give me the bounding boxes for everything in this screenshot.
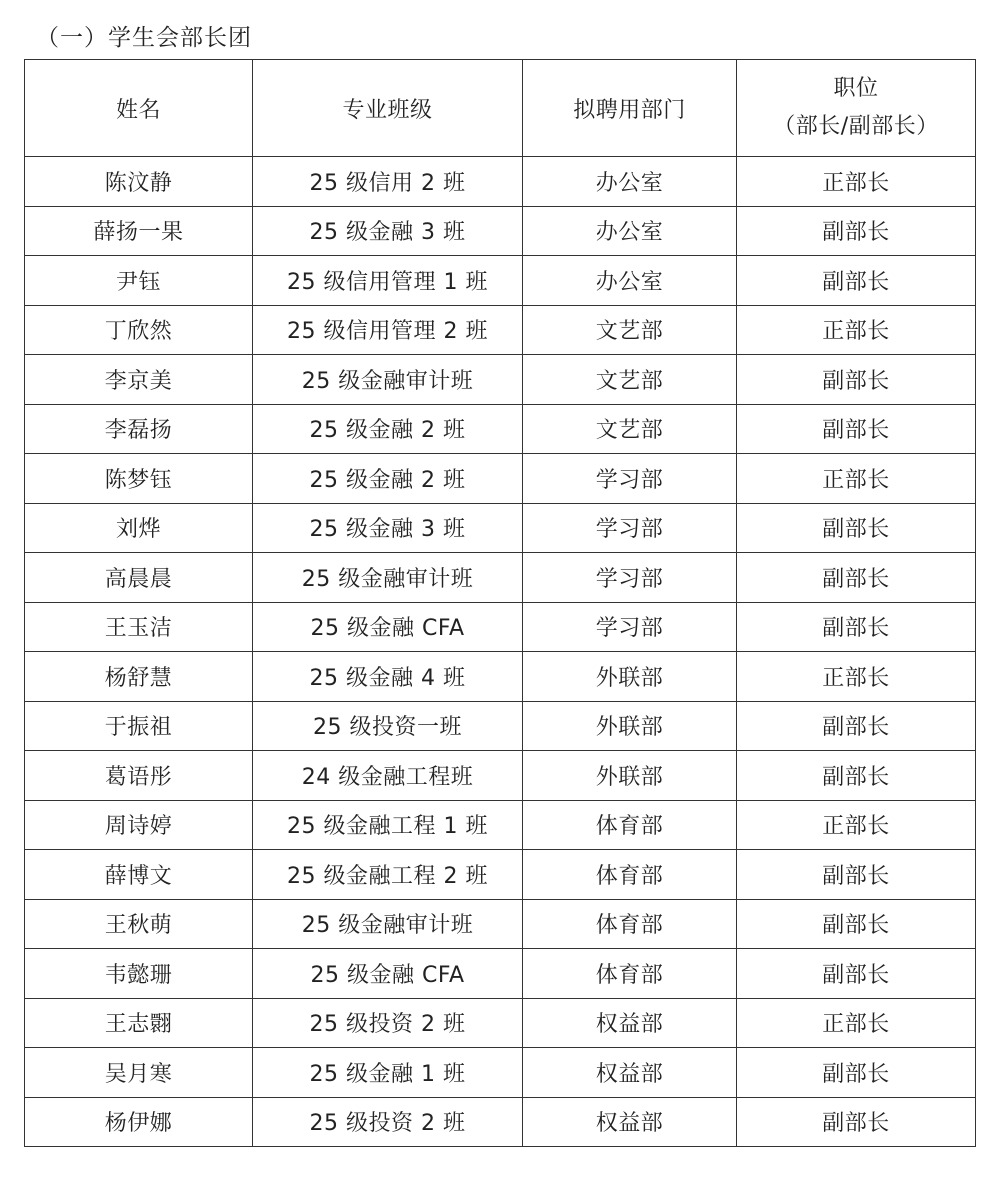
cell-position: 副部长 <box>737 899 976 949</box>
cell-department: 学习部 <box>523 454 737 504</box>
cell-position: 正部长 <box>737 652 976 702</box>
table-row <box>25 355 976 405</box>
table-row <box>25 899 976 949</box>
cell-department: 体育部 <box>523 800 737 850</box>
cell-position: 正部长 <box>737 157 976 207</box>
cell-department: 权益部 <box>523 998 737 1048</box>
cell-position: 副部长 <box>737 355 976 405</box>
cell-department: 外联部 <box>523 751 737 801</box>
cell-position: 副部长 <box>737 949 976 999</box>
cell-position: 副部长 <box>737 602 976 652</box>
cell-class: 25 级信用 2 班 <box>253 157 523 207</box>
cell-name: 王秋萌 <box>25 899 253 949</box>
cell-class: 25 级金融工程 2 班 <box>253 850 523 900</box>
cell-name: 于振祖 <box>25 701 253 751</box>
cell-class: 25 级信用管理 1 班 <box>253 256 523 306</box>
table-row <box>25 553 976 603</box>
cell-name: 陈汶静 <box>25 157 253 207</box>
table-row <box>25 1048 976 1098</box>
cell-class: 25 级金融 CFA <box>253 949 523 999</box>
cell-class: 25 级金融 3 班 <box>253 503 523 553</box>
header-row <box>25 60 976 157</box>
cell-department: 学习部 <box>523 503 737 553</box>
cell-class: 25 级金融 3 班 <box>253 206 523 256</box>
table-row <box>25 157 976 207</box>
header-position <box>737 60 976 157</box>
cell-name: 陈梦钰 <box>25 454 253 504</box>
cell-name: 高晨晨 <box>25 553 253 603</box>
table-row <box>25 454 976 504</box>
cell-position: 副部长 <box>737 850 976 900</box>
table-row <box>25 850 976 900</box>
cell-name: 吴月寒 <box>25 1048 253 1098</box>
cell-department: 外联部 <box>523 701 737 751</box>
cell-department: 权益部 <box>523 1048 737 1098</box>
cell-position: 正部长 <box>737 454 976 504</box>
cell-class: 25 级金融 1 班 <box>253 1048 523 1098</box>
table-row <box>25 305 976 355</box>
table-row <box>25 206 976 256</box>
table-body <box>25 157 976 1147</box>
table-row <box>25 503 976 553</box>
table-header <box>25 60 976 157</box>
table-row <box>25 404 976 454</box>
cell-class: 25 级金融审计班 <box>253 355 523 405</box>
cell-department: 文艺部 <box>523 404 737 454</box>
cell-class: 25 级信用管理 2 班 <box>253 305 523 355</box>
cell-position: 副部长 <box>737 1048 976 1098</box>
cell-class: 25 级金融工程 1 班 <box>253 800 523 850</box>
cell-department: 文艺部 <box>523 355 737 405</box>
cell-name: 王玉洁 <box>25 602 253 652</box>
cell-class: 25 级金融审计班 <box>253 899 523 949</box>
cell-department: 学习部 <box>523 553 737 603</box>
cell-department: 办公室 <box>523 256 737 306</box>
table-row <box>25 1097 976 1147</box>
cell-department: 学习部 <box>523 602 737 652</box>
header-class: 专业班级 <box>253 60 523 157</box>
cell-position: 副部长 <box>737 1097 976 1147</box>
cell-class: 25 级投资 2 班 <box>253 998 523 1048</box>
table-row <box>25 751 976 801</box>
cell-class: 25 级金融 CFA <box>253 602 523 652</box>
cell-name: 杨舒慧 <box>25 652 253 702</box>
cell-position: 副部长 <box>737 404 976 454</box>
cell-department: 体育部 <box>523 899 737 949</box>
cell-position: 副部长 <box>737 701 976 751</box>
cell-position: 副部长 <box>737 553 976 603</box>
cell-position: 正部长 <box>737 998 976 1048</box>
cell-name: 李京美 <box>25 355 253 405</box>
header-name: 姓名 <box>25 60 253 157</box>
header-department: 拟聘用部门 <box>523 60 737 157</box>
cell-name: 王志翾 <box>25 998 253 1048</box>
cell-position: 副部长 <box>737 256 976 306</box>
table-row <box>25 701 976 751</box>
cell-position: 副部长 <box>737 751 976 801</box>
cell-name: 薛博文 <box>25 850 253 900</box>
cell-name: 韦懿珊 <box>25 949 253 999</box>
cell-department: 办公室 <box>523 206 737 256</box>
header-position-subtitle: （部长/副部长） <box>773 114 939 139</box>
cell-class: 25 级投资 2 班 <box>253 1097 523 1147</box>
cell-name: 杨伊娜 <box>25 1097 253 1147</box>
cell-name: 葛语彤 <box>25 751 253 801</box>
section-title: （一）学生会部长团 <box>36 25 252 51</box>
cell-name: 周诗婷 <box>25 800 253 850</box>
cell-position: 副部长 <box>737 503 976 553</box>
cell-name: 刘烨 <box>25 503 253 553</box>
cell-department: 体育部 <box>523 850 737 900</box>
cell-position: 正部长 <box>737 800 976 850</box>
table-row <box>25 800 976 850</box>
table-row <box>25 949 976 999</box>
cell-class: 25 级金融 2 班 <box>253 454 523 504</box>
cell-class: 25 级投资一班 <box>253 701 523 751</box>
cell-class: 25 级金融 4 班 <box>253 652 523 702</box>
cell-class: 24 级金融工程班 <box>253 751 523 801</box>
cell-department: 办公室 <box>523 157 737 207</box>
cell-department: 体育部 <box>523 949 737 999</box>
cell-class: 25 级金融审计班 <box>253 553 523 603</box>
cell-name: 李磊扬 <box>25 404 253 454</box>
table-row <box>25 652 976 702</box>
table-row <box>25 602 976 652</box>
cell-name: 薛扬一果 <box>25 206 253 256</box>
cell-position: 正部长 <box>737 305 976 355</box>
cell-department: 权益部 <box>523 1097 737 1147</box>
cell-position: 副部长 <box>737 206 976 256</box>
cell-name: 丁欣然 <box>25 305 253 355</box>
table-row <box>25 998 976 1048</box>
cell-department: 外联部 <box>523 652 737 702</box>
cell-class: 25 级金融 2 班 <box>253 404 523 454</box>
header-position-title: 职位 <box>833 76 879 101</box>
cell-name: 尹钰 <box>25 256 253 306</box>
roster-table <box>24 59 976 1147</box>
table-row <box>25 256 976 306</box>
cell-department: 文艺部 <box>523 305 737 355</box>
